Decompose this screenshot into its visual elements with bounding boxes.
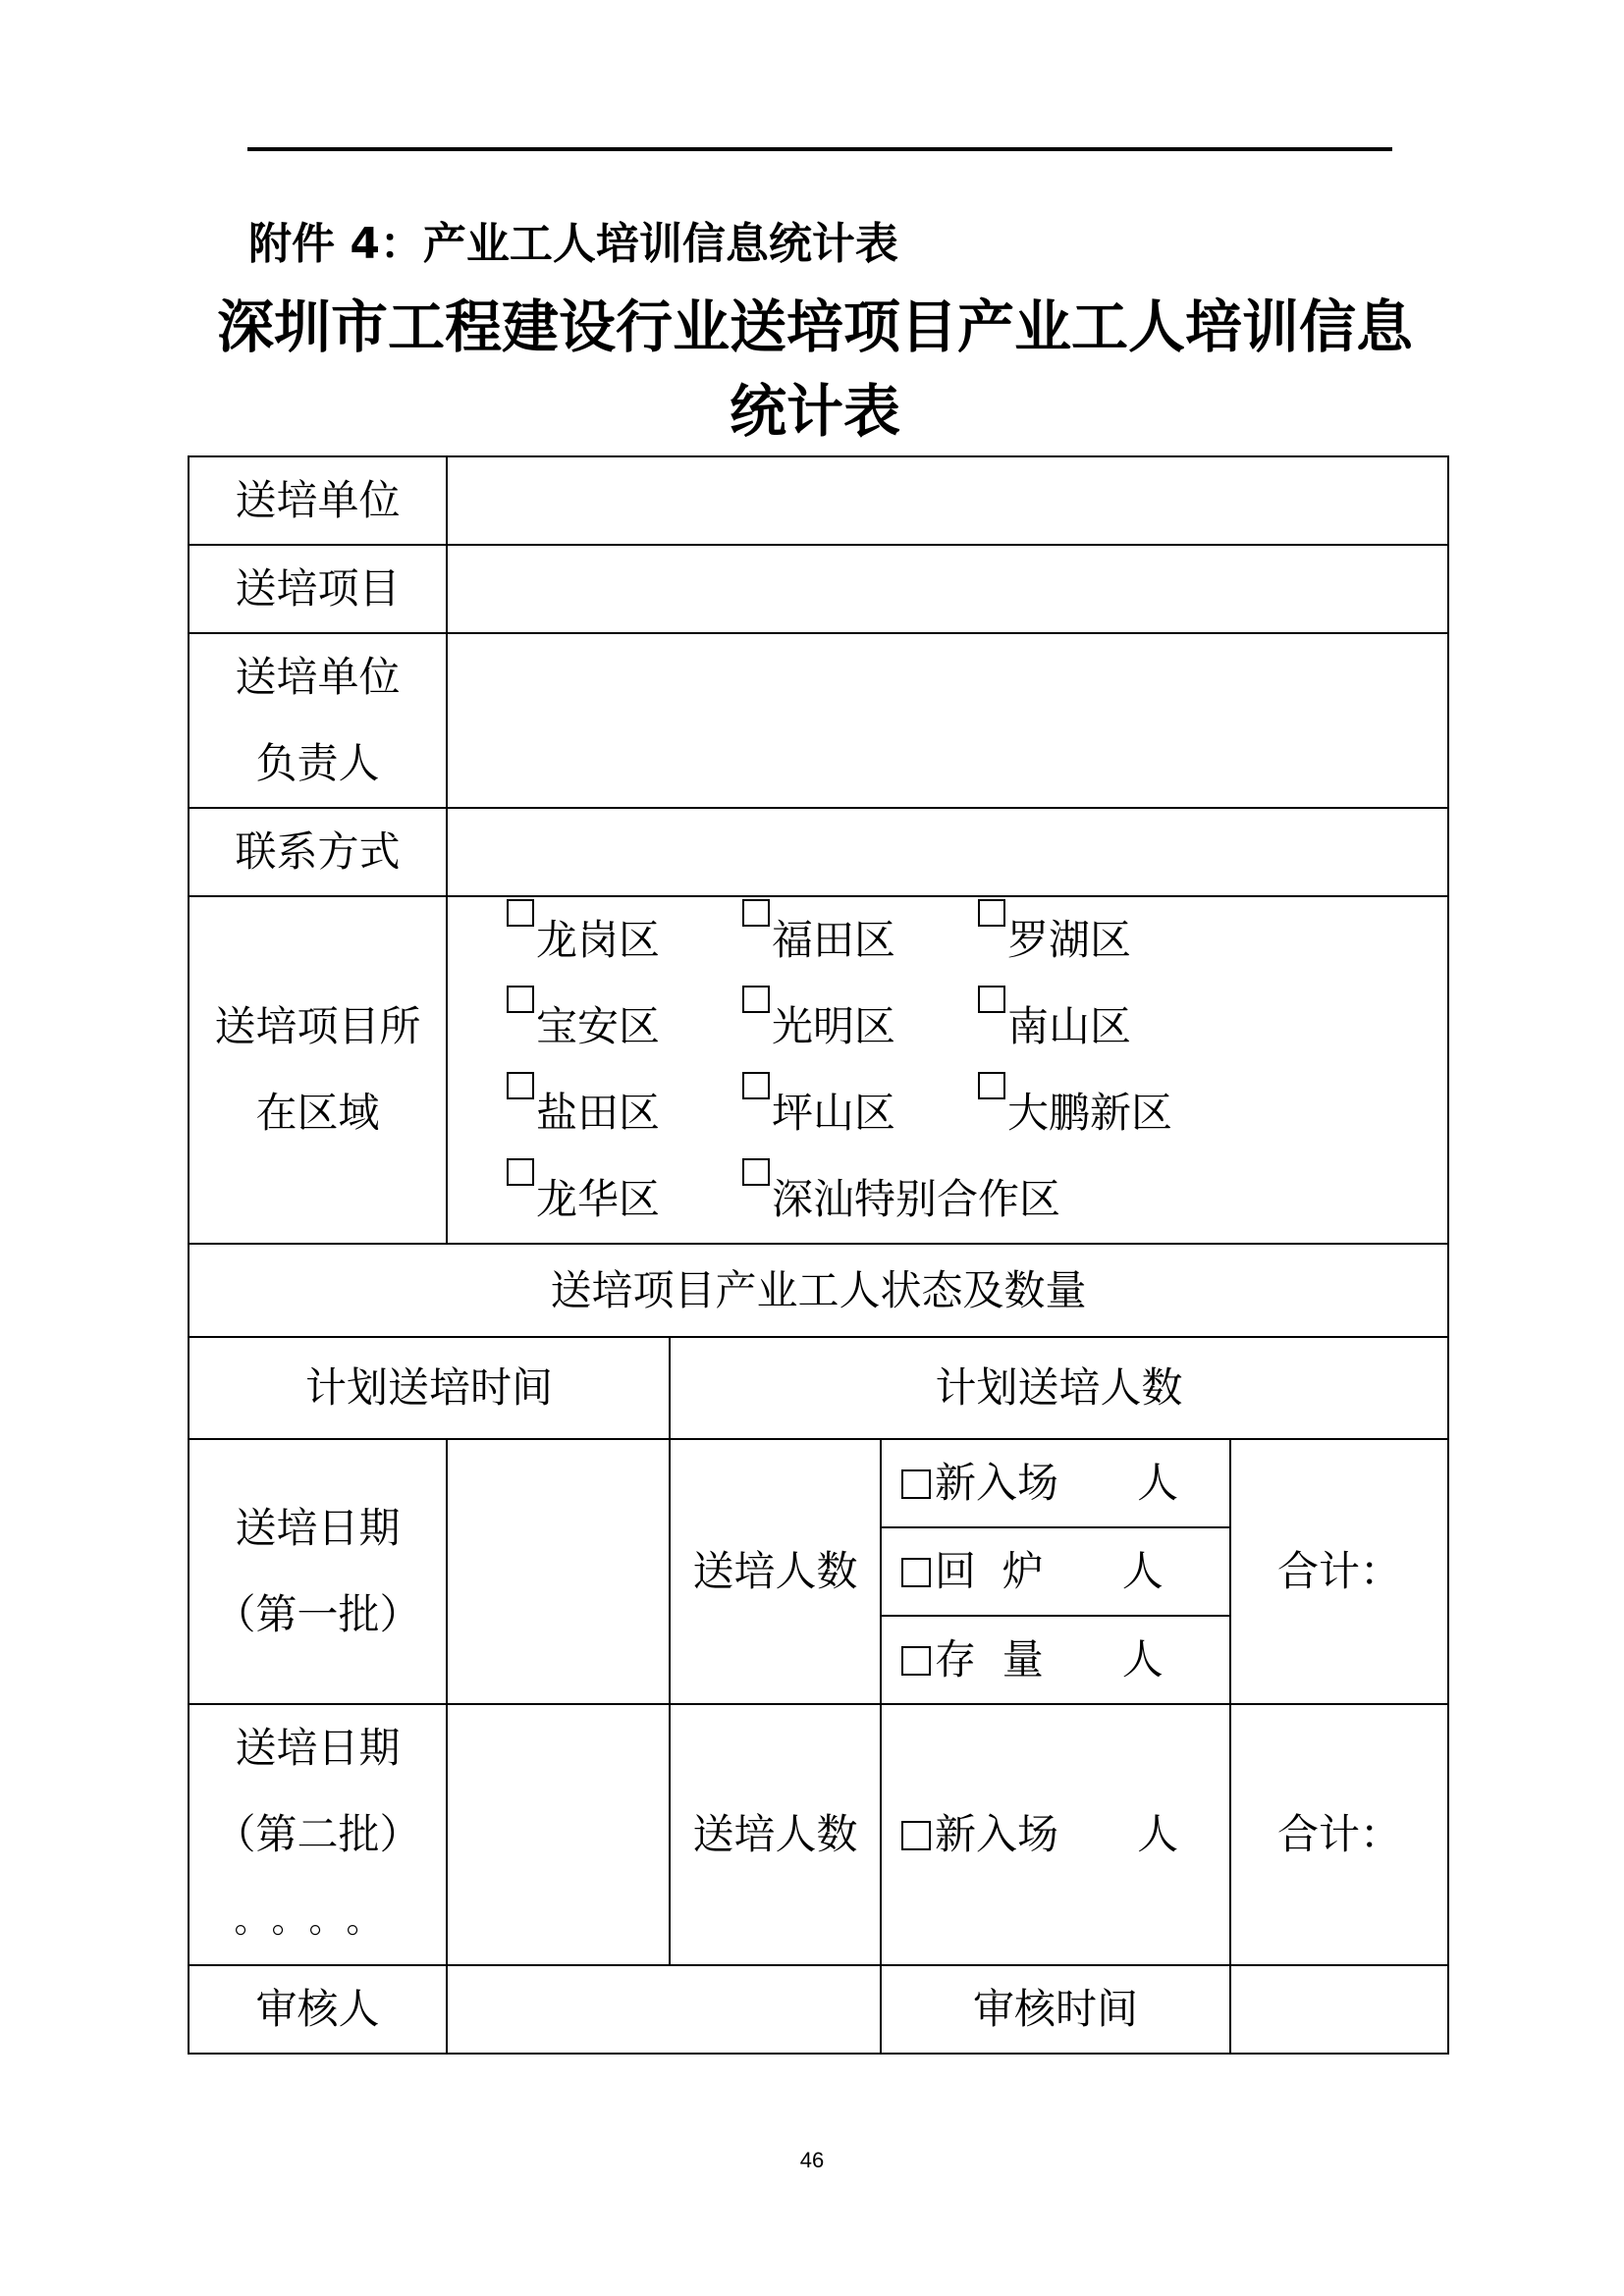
checkbox-icon[interactable] — [978, 899, 1005, 927]
checkbox-icon[interactable] — [742, 1158, 770, 1186]
reviewer-field[interactable] — [447, 1965, 881, 2054]
title-line-1: 深圳市工程建设行业送培项目产业工人培训信息 — [216, 294, 1413, 360]
batch2-option-new[interactable]: 新入场 人 — [881, 1704, 1230, 1965]
region-option-futian[interactable]: 福田区 — [742, 897, 978, 984]
batch2-total: 合计： — [1230, 1704, 1448, 1965]
region-label-line2: 在区域 — [255, 1089, 380, 1137]
contact-label: 联系方式 — [189, 808, 447, 896]
checkbox-icon[interactable] — [978, 1072, 1005, 1099]
checkbox-icon[interactable] — [901, 1558, 931, 1587]
checkbox-icon[interactable] — [507, 899, 534, 927]
region-option-dapeng[interactable]: 大鹏新区 — [978, 1070, 1214, 1156]
region-options — [447, 896, 1448, 1244]
checkbox-icon[interactable] — [978, 986, 1005, 1013]
plan-time-label: 计划送培时间 — [189, 1337, 670, 1439]
batch2-date-field[interactable] — [447, 1704, 670, 1965]
attachment-label: 附件 4：产业工人培训信息统计表 — [248, 219, 898, 269]
unit-field[interactable] — [447, 456, 1448, 545]
checkbox-icon[interactable] — [901, 1646, 931, 1676]
title-line-2: 统计表 — [729, 378, 900, 445]
batch1-count-label: 送培人数 — [670, 1439, 881, 1704]
batch2-label-line1: 送培日期 — [235, 1724, 401, 1772]
checkbox-icon[interactable] — [742, 986, 770, 1013]
project-label: 送培项目 — [189, 545, 447, 633]
checkbox-icon[interactable] — [507, 1158, 534, 1186]
header-rule — [247, 147, 1392, 151]
status-heading: 送培项目产业工人状态及数量 — [189, 1244, 1448, 1337]
batch1-date-field[interactable] — [447, 1439, 670, 1704]
plan-count-label: 计划送培人数 — [670, 1337, 1448, 1439]
checkbox-icon[interactable] — [742, 899, 770, 927]
batch1-label — [189, 1439, 447, 1704]
batch2-count-label: 送培人数 — [670, 1704, 881, 1965]
batch1-label-line2: （第一批） — [214, 1590, 421, 1638]
review-time-field[interactable] — [1230, 1965, 1448, 2054]
batch2-ellipsis: 。。。。 — [234, 1900, 402, 1941]
region-option-guangming[interactable]: 光明区 — [742, 984, 978, 1070]
batch1-option-new[interactable]: 新入场 人 — [881, 1439, 1230, 1527]
region-option-nanshan[interactable]: 南山区 — [978, 984, 1214, 1070]
checkbox-icon[interactable] — [507, 1072, 534, 1099]
batch1-option-return[interactable]: 回 炉 人 — [881, 1527, 1230, 1616]
review-time-label: 审核时间 — [881, 1965, 1230, 2054]
region-option-shenshan[interactable]: 深汕特别合作区 — [742, 1156, 1214, 1243]
region-option-longgang[interactable]: 龙岗区 — [507, 897, 742, 984]
checkbox-icon[interactable] — [742, 1072, 770, 1099]
region-option-yantian[interactable]: 盐田区 — [507, 1070, 742, 1156]
region-option-baoan[interactable]: 宝安区 — [507, 984, 742, 1070]
leader-label-line2: 负责人 — [255, 739, 380, 787]
unit-label: 送培单位 — [189, 456, 447, 545]
project-field[interactable] — [447, 545, 1448, 633]
batch1-option-stock[interactable]: 存 量 人 — [881, 1616, 1230, 1704]
region-option-pingshan[interactable]: 坪山区 — [742, 1070, 978, 1156]
batch1-label-line1: 送培日期 — [235, 1504, 401, 1552]
batch2-label-line2: （第二批） — [214, 1810, 421, 1858]
contact-field[interactable] — [447, 808, 1448, 896]
training-stats-form — [188, 455, 1449, 2055]
page-number: 46 — [799, 2148, 825, 2172]
leader-field[interactable] — [447, 633, 1448, 808]
checkbox-icon[interactable] — [901, 1469, 931, 1499]
reviewer-label: 审核人 — [189, 1965, 447, 2054]
batch1-total: 合计： — [1230, 1439, 1448, 1704]
batch2-label — [189, 1704, 447, 1965]
region-label-line1: 送培项目所 — [214, 1002, 421, 1050]
checkbox-icon[interactable] — [901, 1821, 931, 1850]
leader-label — [189, 633, 447, 808]
region-label — [189, 896, 447, 1244]
leader-label-line1: 送培单位 — [235, 653, 401, 701]
checkbox-icon[interactable] — [507, 986, 534, 1013]
region-option-longhua[interactable]: 龙华区 — [507, 1156, 742, 1243]
region-option-luohu[interactable]: 罗湖区 — [978, 897, 1214, 984]
page-title — [187, 285, 1443, 454]
